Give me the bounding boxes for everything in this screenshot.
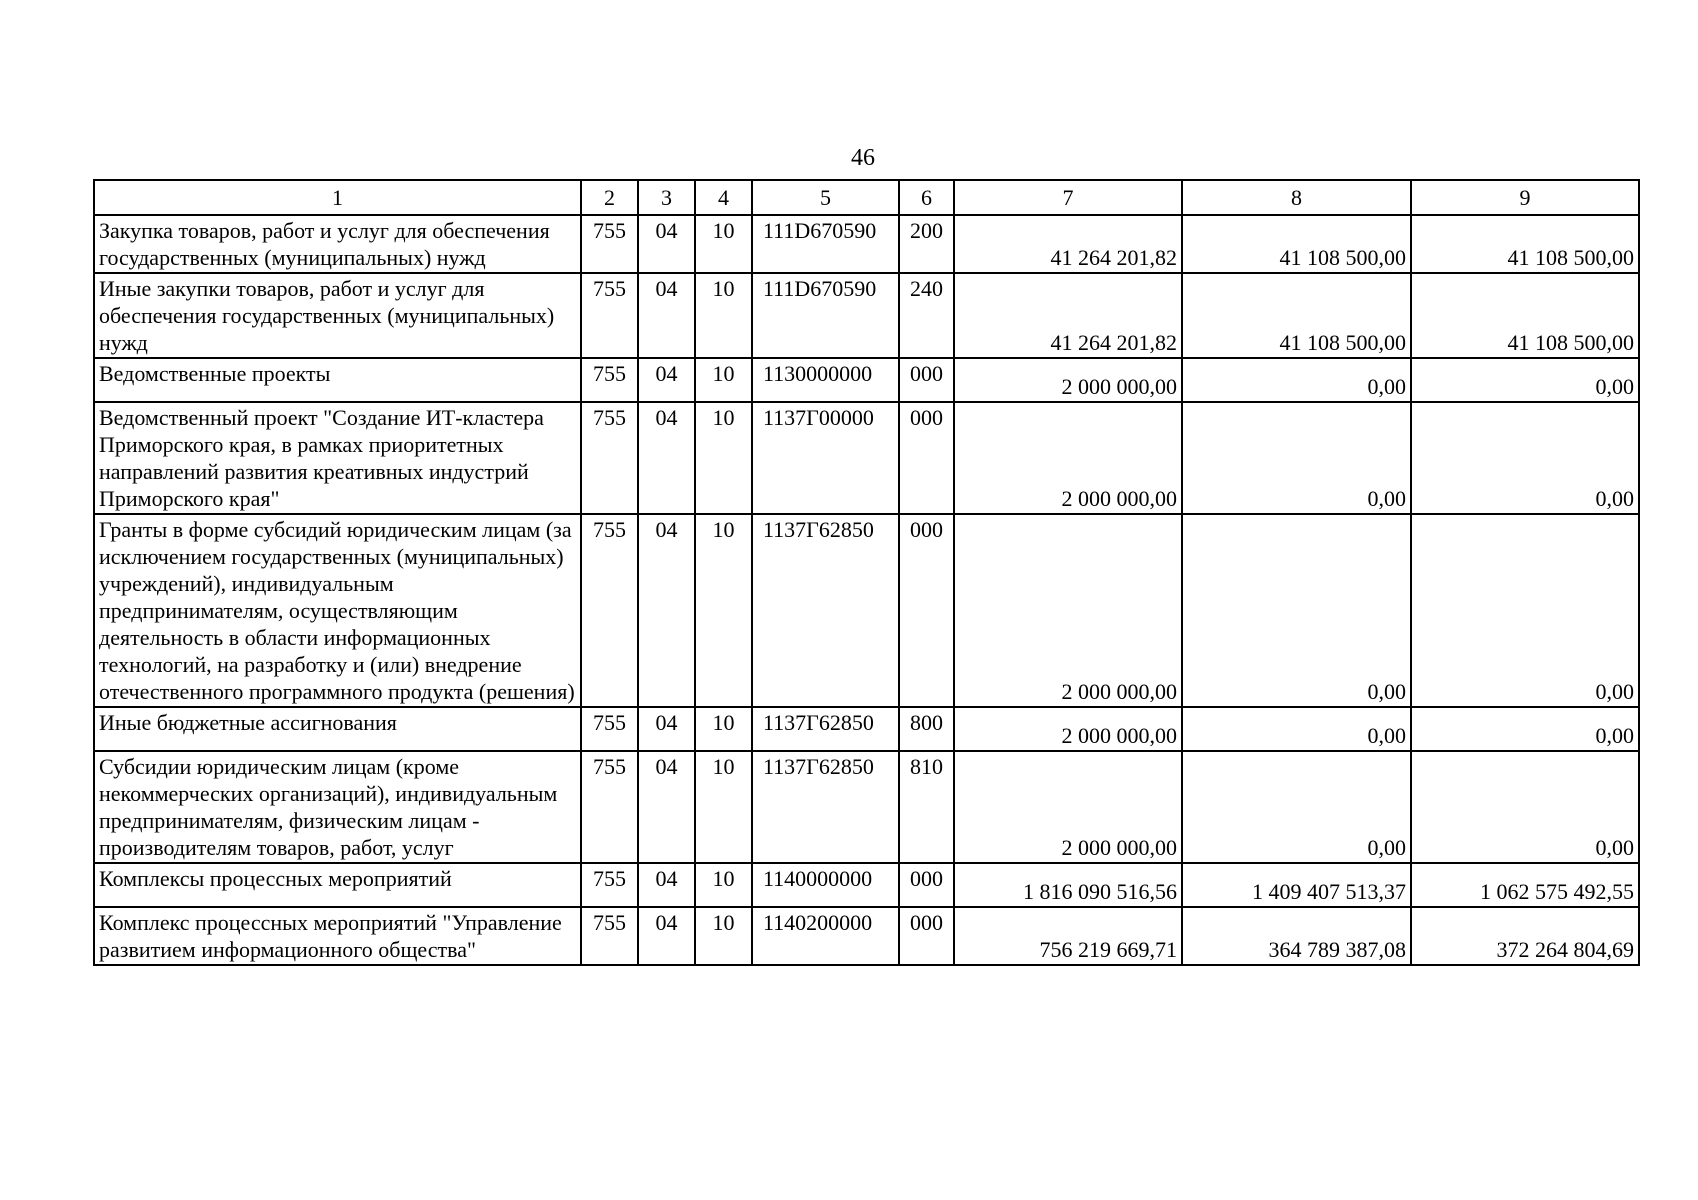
table-row <box>94 215 1639 273</box>
column-header: 2 <box>581 180 638 215</box>
code-cell: 1137Г62850 <box>752 514 899 707</box>
code-cell: 10 <box>695 751 752 863</box>
column-header: 9 <box>1411 180 1639 215</box>
code-cell: 200 <box>899 215 954 273</box>
amount-cell: 0,00 <box>1182 402 1411 514</box>
code-cell: 755 <box>581 907 638 965</box>
code-cell: 10 <box>695 514 752 707</box>
amount-cell: 41 108 500,00 <box>1182 273 1411 358</box>
row-name: Комплексы процессных мероприятий <box>94 863 581 907</box>
amount-cell: 2 000 000,00 <box>954 402 1182 514</box>
table-row <box>94 907 1639 965</box>
amount-cell: 372 264 804,69 <box>1411 907 1639 965</box>
amount-cell: 2 000 000,00 <box>954 358 1182 402</box>
table-row <box>94 358 1639 402</box>
amount-cell: 364 789 387,08 <box>1182 907 1411 965</box>
code-cell: 04 <box>638 863 695 907</box>
code-cell: 1137Г62850 <box>752 707 899 751</box>
amount-cell: 0,00 <box>1182 751 1411 863</box>
code-cell: 111D670590 <box>752 215 899 273</box>
code-cell: 1137Г62850 <box>752 751 899 863</box>
table-row <box>94 402 1639 514</box>
code-cell: 04 <box>638 215 695 273</box>
code-cell: 10 <box>695 707 752 751</box>
code-cell: 000 <box>899 514 954 707</box>
column-header: 3 <box>638 180 695 215</box>
amount-cell: 2 000 000,00 <box>954 514 1182 707</box>
code-cell: 240 <box>899 273 954 358</box>
row-name: Закупка товаров, работ и услуг для обеспечения государственных (муниципальных) нужд <box>94 215 581 273</box>
code-cell: 10 <box>695 863 752 907</box>
table-row <box>94 514 1639 707</box>
code-cell: 000 <box>899 863 954 907</box>
row-name: Иные закупки товаров, работ и услуг для обеспечения государственных (муниципальных) нужд <box>94 273 581 358</box>
column-header: 6 <box>899 180 954 215</box>
code-cell: 000 <box>899 402 954 514</box>
code-cell: 755 <box>581 707 638 751</box>
amount-cell: 0,00 <box>1411 514 1639 707</box>
code-cell: 755 <box>581 514 638 707</box>
code-cell: 755 <box>581 863 638 907</box>
code-cell: 10 <box>695 907 752 965</box>
code-cell: 800 <box>899 707 954 751</box>
row-name: Иные бюджетные ассигнования <box>94 707 581 751</box>
code-cell: 10 <box>695 358 752 402</box>
code-cell: 000 <box>899 358 954 402</box>
amount-cell: 1 816 090 516,56 <box>954 863 1182 907</box>
amount-cell: 41 108 500,00 <box>1411 215 1639 273</box>
row-name: Комплекс процессных мероприятий "Управление развитием информационного общества" <box>94 907 581 965</box>
code-cell: 10 <box>695 215 752 273</box>
row-name: Гранты в форме субсидий юридическим лицам (за исключением государственных (муниципальных) учреждений), индивидуальным предпринимателям, осуществляющим деятельность в области информационных технологий, на разработку и (или) внедрение отечественного программного продукта (решения) <box>94 514 581 707</box>
header-row <box>94 180 1639 215</box>
amount-cell: 41 108 500,00 <box>1411 273 1639 358</box>
code-cell: 755 <box>581 215 638 273</box>
code-cell: 04 <box>638 358 695 402</box>
page-number: 46 <box>851 145 875 171</box>
column-header: 4 <box>695 180 752 215</box>
amount-cell: 0,00 <box>1411 402 1639 514</box>
table-row <box>94 273 1639 358</box>
code-cell: 755 <box>581 273 638 358</box>
code-cell: 10 <box>695 402 752 514</box>
row-name: Ведомственные проекты <box>94 358 581 402</box>
amount-cell: 0,00 <box>1411 707 1639 751</box>
column-header: 1 <box>94 180 581 215</box>
row-name: Субсидии юридическим лицам (кроме некоммерческих организаций), индивидуальным предпринимателям, физическим лицам - производителям товаров, работ, услуг <box>94 751 581 863</box>
code-cell: 04 <box>638 707 695 751</box>
code-cell: 10 <box>695 273 752 358</box>
code-cell: 1140000000 <box>752 863 899 907</box>
row-name: Ведомственный проект "Создание ИТ-кластера Приморского края, в рамках приоритетных направлений развития креативных индустрий Приморского края" <box>94 402 581 514</box>
amount-cell: 2 000 000,00 <box>954 751 1182 863</box>
code-cell: 04 <box>638 907 695 965</box>
amount-cell: 2 000 000,00 <box>954 707 1182 751</box>
table-row <box>94 863 1639 907</box>
budget-table <box>93 179 1640 966</box>
amount-cell: 756 219 669,71 <box>954 907 1182 965</box>
amount-cell: 0,00 <box>1182 707 1411 751</box>
code-cell: 755 <box>581 402 638 514</box>
amount-cell: 0,00 <box>1411 358 1639 402</box>
column-header: 8 <box>1182 180 1411 215</box>
amount-cell: 41 108 500,00 <box>1182 215 1411 273</box>
code-cell: 04 <box>638 751 695 863</box>
code-cell: 04 <box>638 273 695 358</box>
amount-cell: 0,00 <box>1411 751 1639 863</box>
code-cell: 04 <box>638 514 695 707</box>
table-row <box>94 707 1639 751</box>
amount-cell: 0,00 <box>1182 514 1411 707</box>
amount-cell: 0,00 <box>1182 358 1411 402</box>
code-cell: 810 <box>899 751 954 863</box>
code-cell: 1137Г00000 <box>752 402 899 514</box>
amount-cell: 41 264 201,82 <box>954 273 1182 358</box>
column-header: 5 <box>752 180 899 215</box>
amount-cell: 1 062 575 492,55 <box>1411 863 1639 907</box>
code-cell: 1140200000 <box>752 907 899 965</box>
table-row <box>94 751 1639 863</box>
code-cell: 755 <box>581 751 638 863</box>
code-cell: 04 <box>638 402 695 514</box>
code-cell: 000 <box>899 907 954 965</box>
code-cell: 111D670590 <box>752 273 899 358</box>
amount-cell: 41 264 201,82 <box>954 215 1182 273</box>
column-header: 7 <box>954 180 1182 215</box>
code-cell: 1130000000 <box>752 358 899 402</box>
code-cell: 755 <box>581 358 638 402</box>
amount-cell: 1 409 407 513,37 <box>1182 863 1411 907</box>
